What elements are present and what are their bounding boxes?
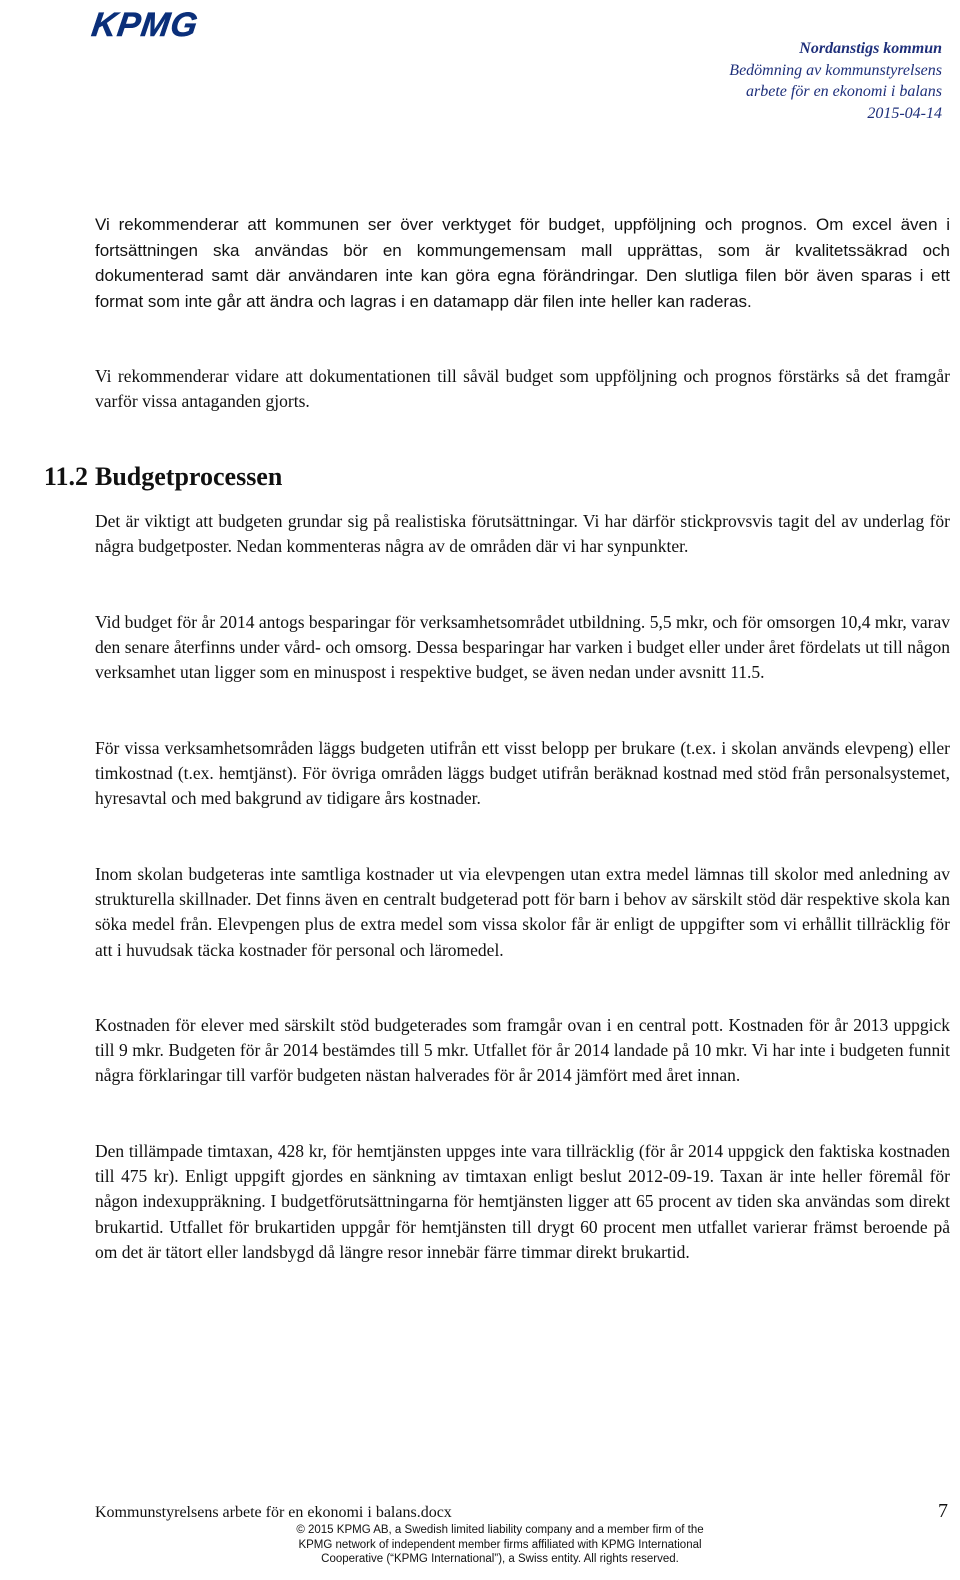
paragraph-special-support: Kostnaden för elever med särskilt stöd budgeterades som framgår ovan i en central pott. Kostnaden för år 2013 uppgick till 9 mkr. Budgeten för år 2014 bestämdes till 5 mkr. Utfallet för år 2014 landade på 10 mkr. Vi har inte i budgeten funnit några förklaringar till varför budgeten nästan halverades för år 2014 jämfört med året innan. [95,1015,950,1086]
footer-copyright [250,1523,750,1567]
paragraph-recommendation-documentation: Vi rekommenderar vidare att dokumentationen till såväl budget som uppföljning och prognos förstärks så det framgår varför vissa antaganden gjorts. [95,366,950,412]
header-date: 2015-04-14 [867,104,942,122]
header-client: Nordanstigs kommun [799,40,942,57]
paragraph-recommendation-tool: Vi rekommenderar att kommunen ser över verktyget för budget, uppföljning och prognos. Om excel även i fortsättningen ska användas bör en kommungemensam mall upprättas, som är kvalitetssäkrad och dokumenterad samt där användaren inte kan göra egna förändringar. Den slutliga filen bör även sparas i ett format som inte går att ändra och lagras i en datamapp där filen inte heller kan raderas. [95,215,950,311]
page-number: 7 [938,1500,948,1522]
paragraph-home-care-rate: Den tillämpade timtaxan, 428 kr, för hemtjänsten uppges inte vara tillräcklig (för år 2014 uppgick den faktiska kostnaden till 475 kr). Enligt uppgift gjordes en sänkning av timtaxan enligt beslut 2012-09-19. Taxan är inte heller föremål för någon indexuppräkning. I budgetförutsättningarna för hemtjänsten ligger att 65 procent av tiden ska användas som direkt brukartid. Utfallet för brukartiden uppgår för hemtjänsten till drygt 60 procent men utfallet varierar främst beroende på om det är tätort eller landsbygd då längre resor innebär färre timmar direkt brukartid. [95,1141,950,1262]
kpmg-logo: KPMG [89,6,201,44]
section-number: 11.2 [43,462,88,491]
footer-filename: Kommunstyrelsens arbete för en ekonomi i balans.docx [95,1504,452,1521]
copyright-line: Cooperative (“KPMG International”), a Swiss entity. All rights reserved. [321,1553,679,1565]
copyright-line: KPMG network of independent member firms affiliated with KPMG International [298,1538,702,1551]
paragraph-allocation: För vissa verksamhetsområden läggs budgeten utifrån ett visst belopp per brukare (t.ex. i skolan används elevpeng) eller timkostnad (t.ex. hemtjänst). För övriga områden läggs budget utifrån beräknad kostnad med stöd från personalsystemet, hyresavtal och med bakgrund av tidigare års kostnader. [95,738,950,809]
section-title: Budgetprocessen [95,462,283,491]
header-title-line2: arbete för en ekonomi i balans [746,83,942,100]
paragraph-intro: Det är viktigt att budgeten grundar sig på realistiska förutsättningar. Vi har därför stickprovsvis tagit del av underlag för några budgetposter. Nedan kommenteras några av de områden där vi har synpunkter. [95,511,950,557]
page-header [582,38,942,124]
paragraph-savings: Vid budget för år 2014 antogs besparingar för verksamhetsområdet utbildning. 5,5 mkr, och för omsorgen 10,4 mkr, varav den senare återfinns under vård- och omsorg. Dessa besparingar har varken i budget eller under året fördelats ut till någon verksamhet utan ligger som en minuspost i respektive budget, se även nedan under avsnitt 11.5. [95,612,950,683]
header-title-line1: Bedömning av kommunstyrelsens [729,61,942,79]
copyright-line: © 2015 KPMG AB, a Swedish limited liability company and a member firm of the [296,1524,704,1536]
paragraph-school: Inom skolan budgeteras inte samtliga kostnader ut via elevpengen utan extra medel lämnas till skolor med anledning av strukturella skillnader. Det finns även en centralt budgeterad pott för barn i behov av särskilt stöd där respektive skola kan söka medel från. Elevpengen plus de extra medel som vissa skolor får är enligt de uppgifter som vi erhållit tillräcklig för att i huvudsak täcka kostnader för personal och läromedel. [95,864,950,960]
